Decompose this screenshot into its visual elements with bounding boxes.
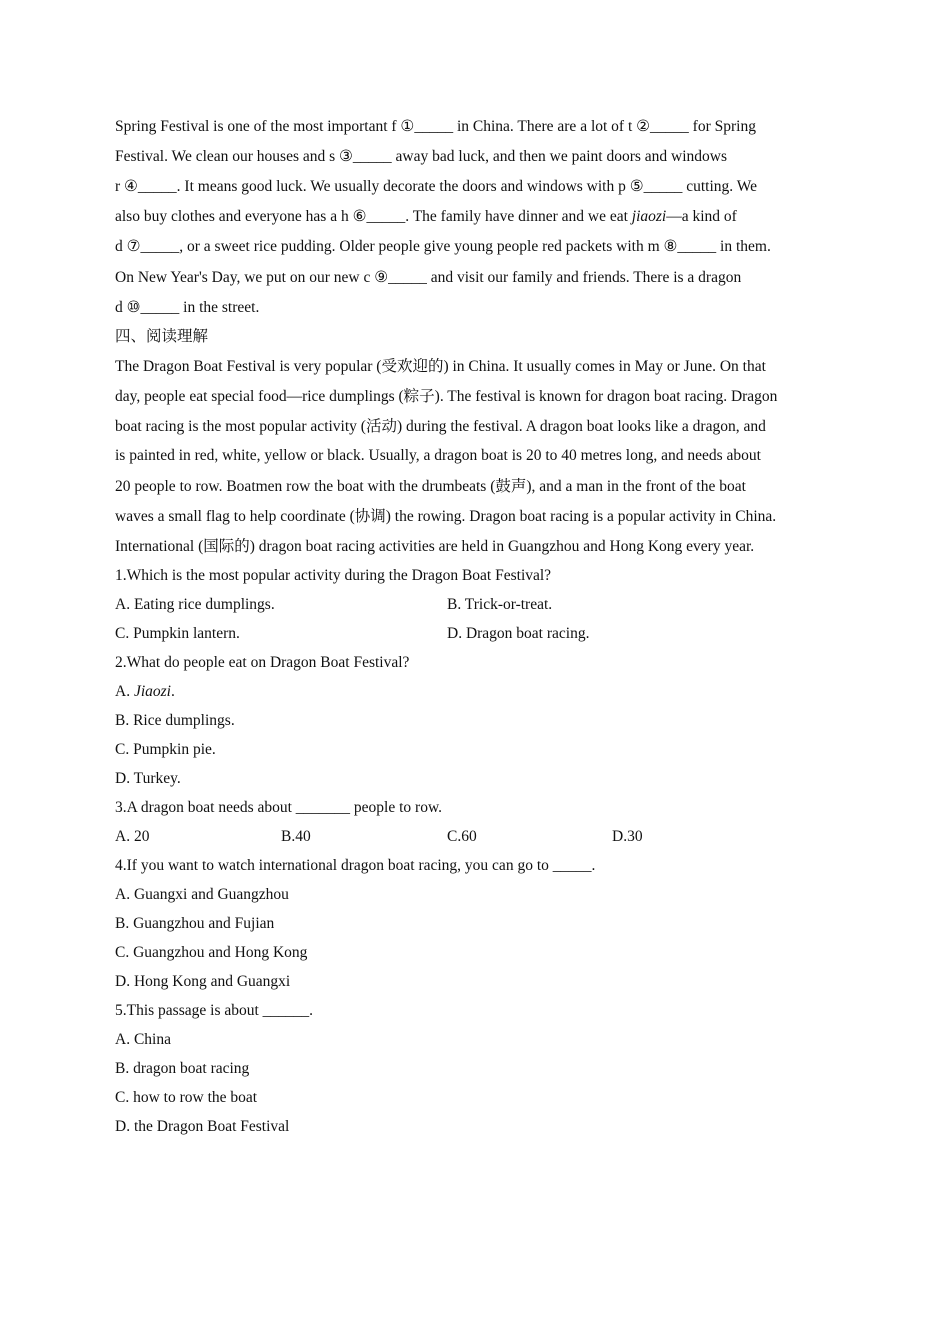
q3-option-d: D.30: [612, 828, 643, 845]
q3-option-a: A. 20: [115, 828, 150, 845]
passage-line-2: day, people eat special food—rice dumplings (粽子). The festival is known for dragon boat racing. Dragon: [115, 388, 778, 405]
q1-option-a: A. Eating rice dumplings.: [115, 596, 275, 613]
q1-option-d: D. Dragon boat racing.: [447, 625, 590, 642]
passage-line-1: The Dragon Boat Festival is very popular (受欢迎的) in China. It usually comes in May or June. On that: [115, 358, 766, 375]
q5-option-c: C. how to row the boat: [115, 1089, 258, 1106]
section-title: 四、阅读理解: [115, 328, 209, 345]
q3-stem: 3.A dragon boat needs about _______ people to row.: [115, 799, 443, 816]
q4-option-d: D. Hong Kong and Guangxi: [115, 973, 291, 990]
q4-option-a: A. Guangxi and Guangzhou: [115, 886, 289, 903]
cloze-line-4-text: also buy clothes and everyone has a h ⑥_____. The family have dinner and we eat: [115, 208, 632, 225]
q1-option-c: C. Pumpkin lantern.: [115, 625, 240, 642]
q2-option-a-prefix: A.: [115, 683, 134, 700]
cloze-line-7: d ⑩_____ in the street.: [115, 299, 260, 316]
q1-option-b: B. Trick-or-treat.: [447, 596, 553, 613]
passage-line-7: International (国际的) dragon boat racing activities are held in Guangzhou and Hong Kong every year.: [115, 538, 755, 555]
q5-stem: 5.This passage is about ______.: [115, 1002, 314, 1019]
q3-option-c: C.60: [447, 828, 477, 845]
cloze-line-5: d ⑦_____, or a sweet rice pudding. Older people give young people red packets with m ⑧_____ in them.: [115, 238, 771, 255]
q3-option-b: B.40: [281, 828, 311, 845]
q2-option-d: D. Turkey.: [115, 770, 181, 787]
cloze-line-6: On New Year's Day, we put on our new c ⑨_____ and visit our family and friends. There is a dragon: [115, 269, 742, 286]
q4-option-b: B. Guangzhou and Fujian: [115, 915, 275, 932]
passage-line-4: is painted in red, white, yellow or black. Usually, a dragon boat is 20 to 40 metres long, and needs about: [115, 447, 761, 464]
cloze-line-2: Festival. We clean our houses and s ③_____ away bad luck, and then we paint doors and windows: [115, 148, 728, 165]
passage-line-5: 20 people to row. Boatmen row the boat with the drumbeats (鼓声), and a man in the front of the boat: [115, 478, 746, 495]
cloze-line-4-italic: jiaozi: [631, 208, 667, 225]
cloze-line-4-tail: —a kind of: [666, 208, 737, 225]
q4-stem: 4.If you want to watch international dragon boat racing, you can go to _____.: [115, 857, 596, 874]
q2-option-a-suffix: .: [170, 683, 175, 700]
q2-option-c: C. Pumpkin pie.: [115, 741, 216, 758]
passage-line-3: boat racing is the most popular activity (活动) during the festival. A dragon boat looks like a dragon, and: [115, 418, 766, 435]
q2-option-a: [115, 682, 175, 702]
q5-option-b: B. dragon boat racing: [115, 1060, 250, 1077]
cloze-line-4: [115, 207, 737, 227]
q5-option-d: D. the Dragon Boat Festival: [115, 1118, 290, 1135]
q2-option-a-italic: Jiaozi: [133, 683, 171, 700]
q2-stem: 2.What do people eat on Dragon Boat Festival?: [115, 654, 410, 671]
cloze-line-1: Spring Festival is one of the most important f ①_____ in China. There are a lot of t ②_____ for Spring: [115, 118, 756, 135]
q4-option-c: C. Guangzhou and Hong Kong: [115, 944, 308, 961]
q2-option-b: B. Rice dumplings.: [115, 712, 235, 729]
q1-stem: 1.Which is the most popular activity during the Dragon Boat Festival?: [115, 567, 552, 584]
q5-option-a: A. China: [115, 1031, 171, 1048]
passage-line-6: waves a small flag to help coordinate (协调) the rowing. Dragon boat racing is a popular activity in China.: [115, 508, 777, 525]
cloze-line-3: r ④_____. It means good luck. We usually decorate the doors and windows with p ⑤_____ cutting. We: [115, 178, 758, 195]
